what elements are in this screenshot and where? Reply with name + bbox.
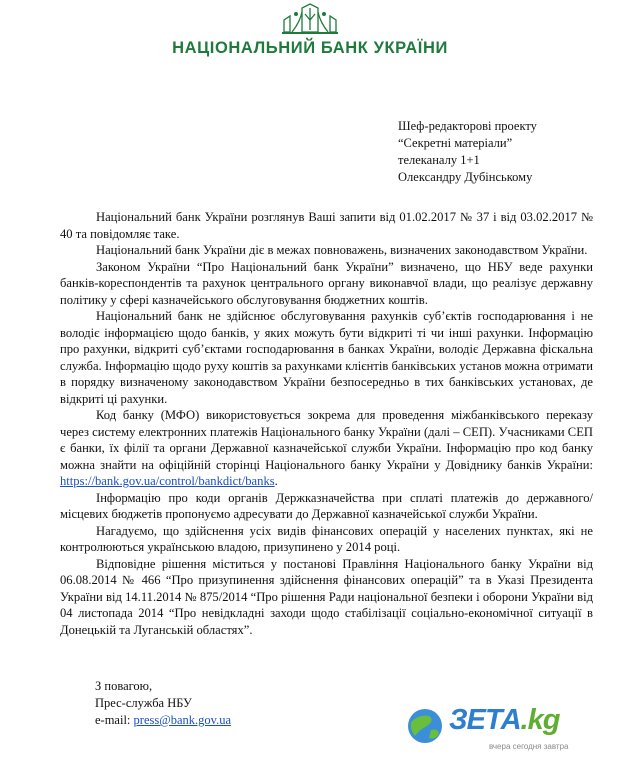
paragraph: Національний банк не здійснює обслуговування рахунків суб’єктів господарювання і не володіє інформацією щодо банків, у яких можуть бути відкриті ті чи інші рахунки. Інформацію про рахунки, відкриті суб’єктами господарювання в банках України, володіє Державна фіскальна служба. Інформацію щодо руху коштів за рахунками клієнтів банківських установ можна отримати в порядку визначеному законодавством України безпосередньо в тих банківських установах, де відкриті ці рахунки. [60,309,593,406]
addressee-line: “Секретні матеріали” [398,136,513,150]
bank-name-heading: НАЦІОНАЛЬНИЙ БАНК УКРАЇНИ [172,39,448,57]
email-label: e-mail: [95,713,134,727]
sender-line: Прес-служба НБУ [95,696,192,710]
email-link[interactable]: press@bank.gov.ua [133,713,232,727]
bank-directory-link[interactable]: https://bank.gov.ua/control/bankdict/banks [60,474,275,488]
paragraph-end: . [274,474,278,488]
site-watermark [405,702,615,758]
addressee-line: телеканалу 1+1 [398,153,480,167]
email-line [95,712,231,729]
signature-block [95,678,231,729]
addressee-line: Шеф-редакторові проекту [398,119,537,133]
letter-body [60,209,593,638]
globe-icon [405,706,445,746]
paragraph [60,407,593,490]
paragraph: Відповідне рішення міститься у постанові Правління Національного банку України від 06.08.2014 № 466 “Про призупинення здійснення фінансових операцій” та в Указі Президента України від 14.11.2014 № 875/2014 “Про рішення Ради національної безпеки і оборони України від 04 листопада 2014 “Про невідкладні заходи щодо стабілізації соціально-економічної ситуації в Донецькій та Луганській областях”. [60,556,593,637]
paragraph: Національний банк України діє в межах повноважень, визначених законодавством України. [96,243,588,257]
nbu-emblem-logo [280,2,340,36]
paragraph-text: Код банку (МФО) використовується зокрема для проведення міжбанківського переказу через систему електронних платежів Національного банку України (далі – СЕП). Учасниками СЕП є банки, їх філії та органи Державної казначейської служби України. Інформацію про код банку можна знайти на офіційній сторінці Національного банку України у Довіднику банків України: [60,408,593,472]
paragraph: Законом України “Про Національний банк України” визначено, що НБУ веде рахунки банків-кореспондентів та рахунок центрального органу виконавчої влади, що реалізує державну політику у сфері казначейського обслуговування бюджетних коштів. [60,259,593,307]
paragraph: Національний банк України розглянув Ваші запити від 01.02.2017 № 37 і від 03.02.2017 № 40 та повідомляє таке. [60,210,593,241]
watermark-word: ЗЕТА [449,704,521,736]
watermark-tagline: вчера сегодня завтра [489,742,569,751]
paragraph: Інформацію про коди органів Держказначейства при сплаті платежів до державного/місцевих бюджетів пропонуємо адресувати до Державної казначейської служби України. [60,490,593,521]
paragraph: Нагадуємо, що здійснення усіх видів фінансових операцій у населених пунктах, які не контролюються українською владою, призупинено у 2014 році. [60,523,593,554]
closing-line: З повагою, [95,679,153,693]
addressee-block [398,118,537,186]
watermark-domain: .kg [520,704,560,736]
addressee-line: Олександру Дубінському [398,170,533,184]
watermark-logo-text [449,704,559,737]
